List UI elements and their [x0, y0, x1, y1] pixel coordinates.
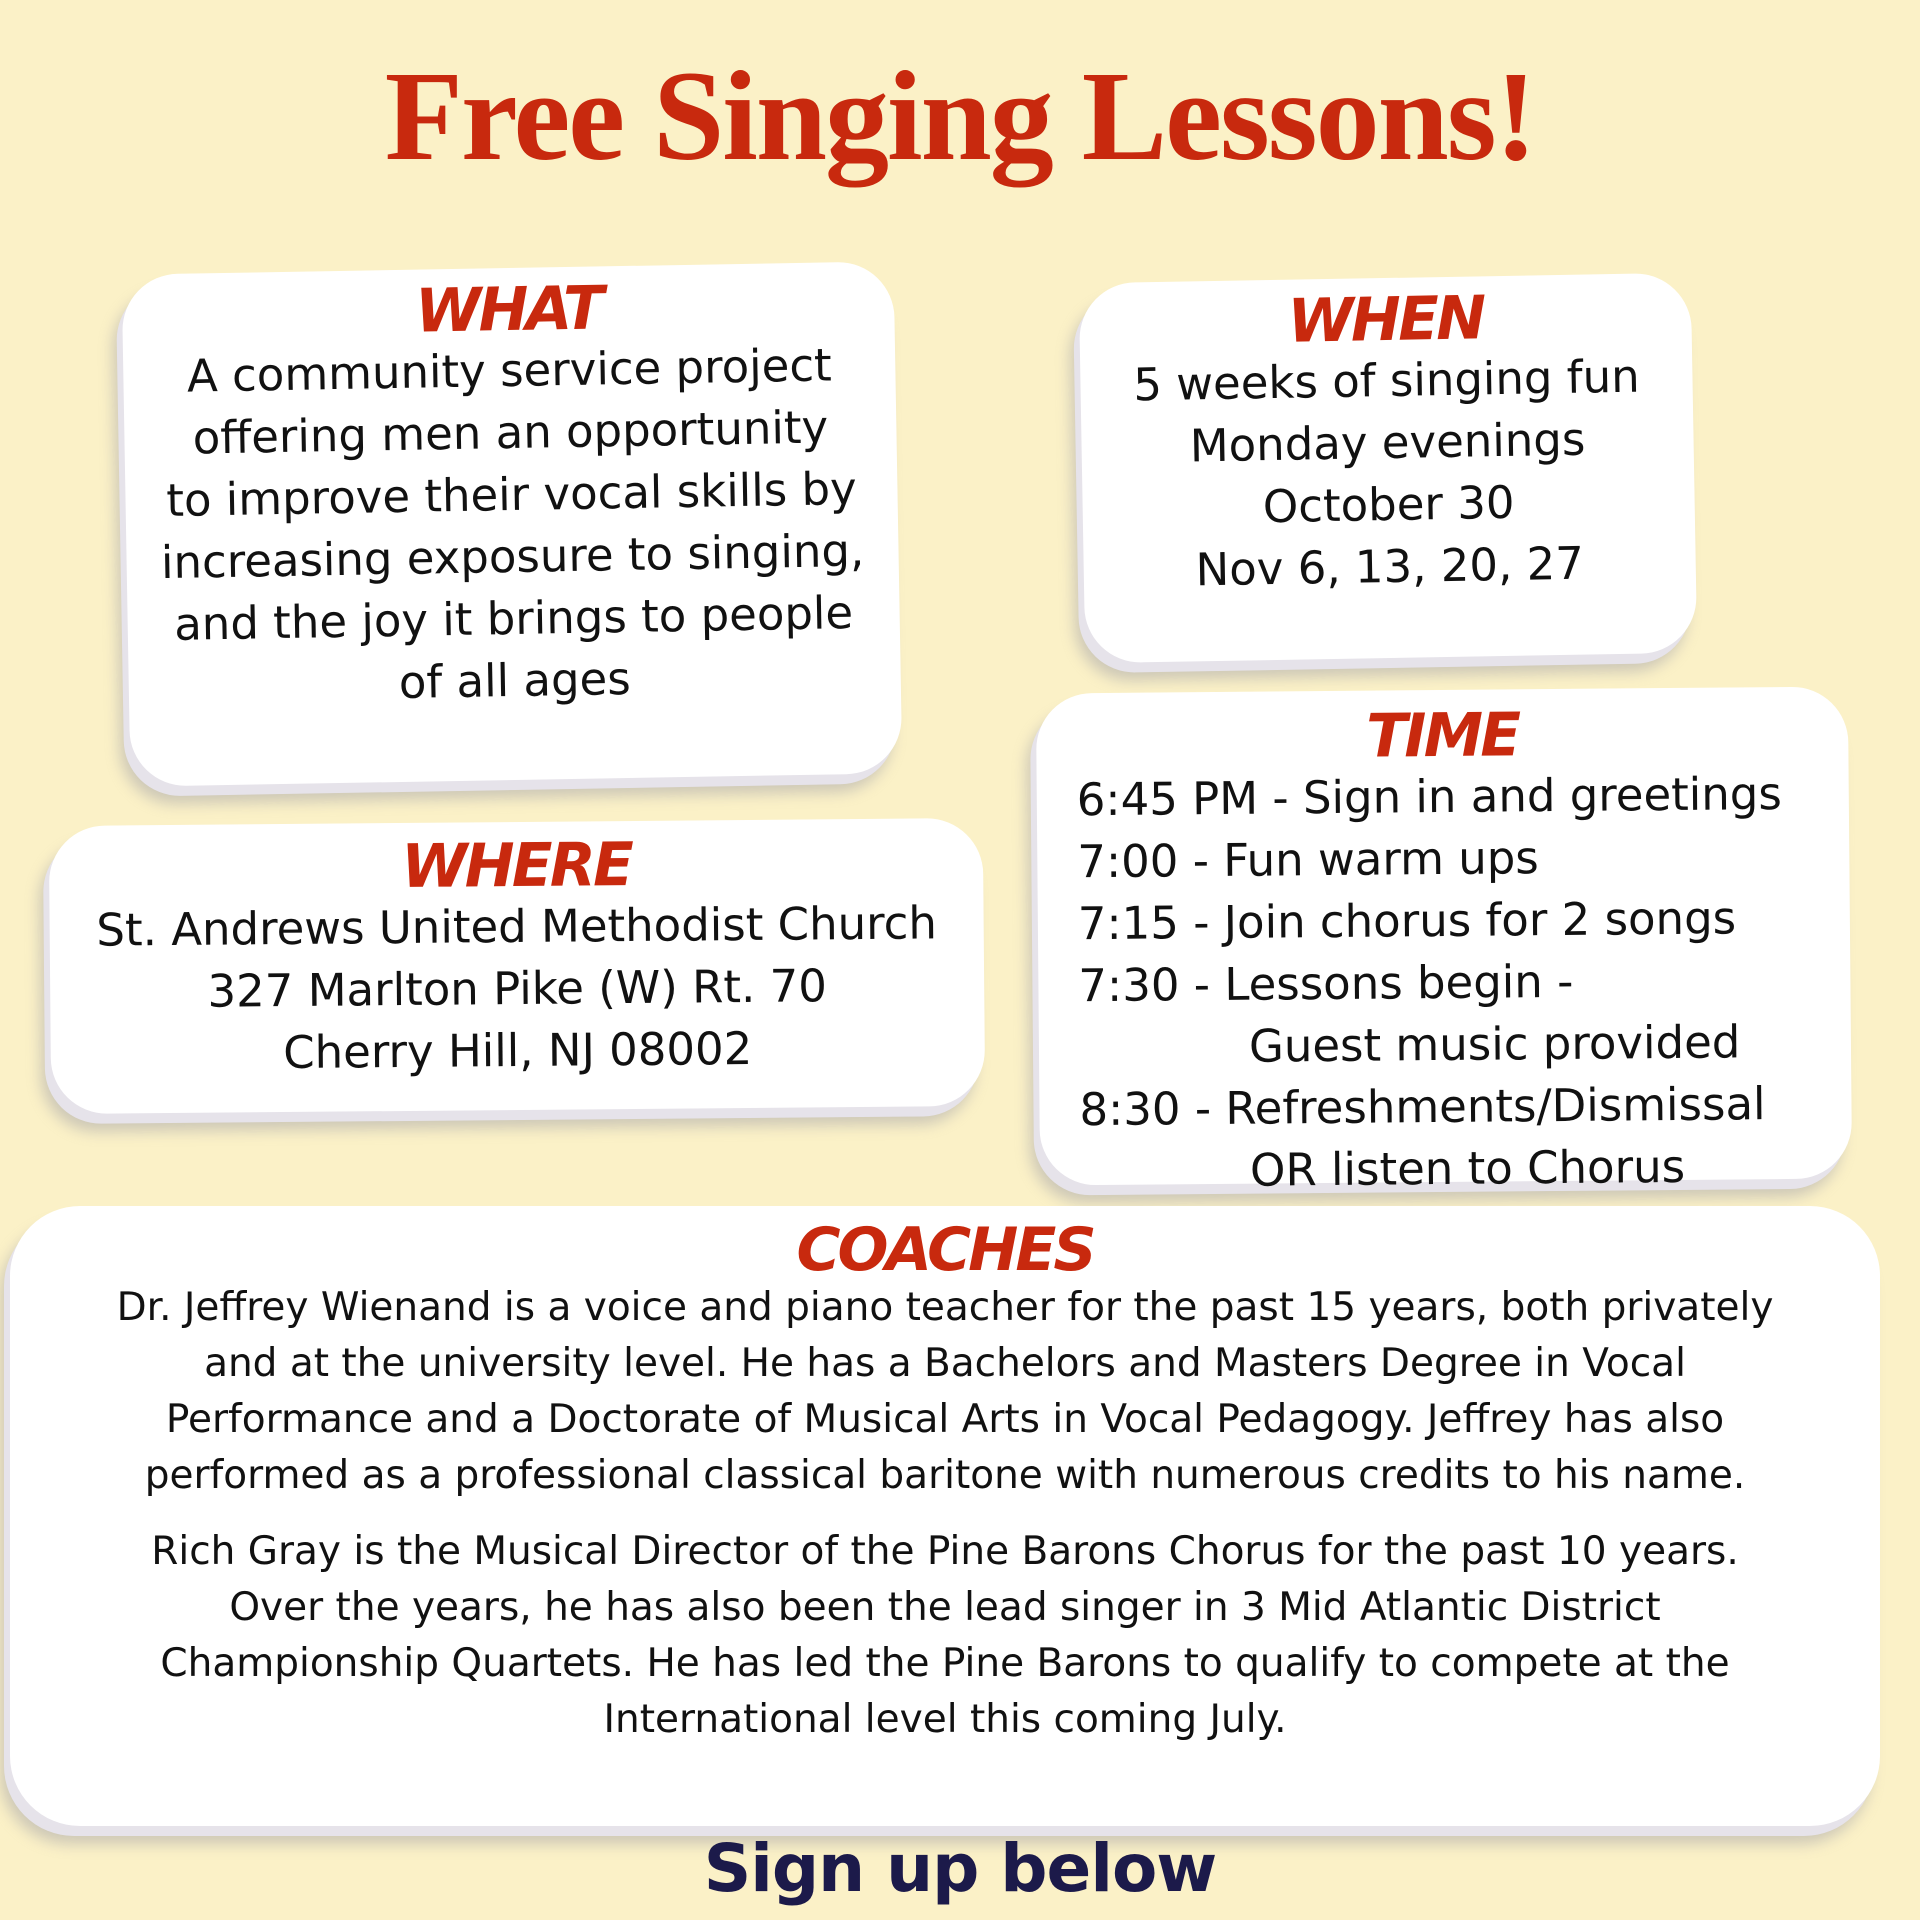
what-line: of all ages — [398, 651, 632, 709]
what-line: to improve their vocal skills by — [165, 461, 858, 528]
schedule-line: 8:30 - Refreshments/Dismissal — [1079, 1077, 1766, 1137]
what-line: and the joy it brings to people — [173, 586, 854, 651]
schedule-line: 7:15 - Join chorus for 2 songs — [1077, 891, 1737, 951]
coaches-card — [10, 1206, 1880, 1826]
where-heading: WHERE — [401, 830, 632, 903]
coach-bio-line: Dr. Jeffrey Wienand is a voice and piano teacher for the past 15 years, both privately — [116, 1285, 1774, 1330]
where-line: St. Andrews United Methodist Church — [96, 896, 938, 957]
schedule-line: 7:30 - Lessons begin - — [1078, 954, 1574, 1013]
when-line: 5 weeks of singing fun — [1132, 349, 1641, 412]
schedule-line: 6:45 PM - Sign in and greetings — [1076, 767, 1783, 827]
time-heading: TIME — [1365, 700, 1519, 772]
coach-bio-line: performed as a professional classical baritone with numerous credits to his name. — [144, 1453, 1746, 1498]
where-line: 327 Marlton Pike (W) Rt. 70 — [207, 959, 828, 1018]
when-line: Nov 6, 13, 20, 27 — [1195, 536, 1585, 597]
coach-bio-gray — [10, 1524, 1880, 1748]
what-line: A community service project — [186, 338, 833, 403]
coach-bio-wienand — [10, 1280, 1880, 1504]
coach-bio-line: and at the university level. He has a Bachelors and Masters Degree in Vocal — [204, 1341, 1686, 1386]
schedule-line: 7:00 - Fun warm ups — [1077, 831, 1539, 889]
coaches-heading: COACHES — [796, 1215, 1094, 1285]
when-line: Monday evenings — [1189, 412, 1586, 473]
signup-prompt: Sign up below — [703, 1830, 1217, 1907]
when-card — [1079, 273, 1698, 664]
when-line: October 30 — [1262, 475, 1515, 534]
what-line: offering men an opportunity — [192, 400, 829, 465]
coach-bio-line: International level this coming July. — [603, 1697, 1287, 1742]
when-heading: WHEN — [1287, 283, 1484, 357]
what-line: increasing exposure to singing, — [160, 523, 865, 590]
coach-bio-line: Championship Quartets. He has led the Pine Barons to qualify to compete at the — [160, 1641, 1730, 1686]
page-title: Free Singing Lessons! — [384, 45, 1536, 187]
where-line: Cherry Hill, NJ 08002 — [282, 1021, 753, 1080]
what-card — [122, 261, 903, 786]
where-card — [49, 818, 985, 1114]
what-heading: WHAT — [414, 273, 602, 347]
time-card — [1036, 686, 1852, 1197]
coach-bio-line: Over the years, he has also been the lead singer in 3 Mid Atlantic District — [229, 1585, 1661, 1630]
coach-bio-line: Rich Gray is the Musical Director of the Pine Barons Chorus for the past 10 years. — [151, 1529, 1739, 1574]
schedule-line: OR listen to Chorus — [1249, 1139, 1686, 1197]
coach-bio-line: Performance and a Doctorate of Musical Arts in Vocal Pedagogy. Jeffrey has also — [165, 1397, 1725, 1442]
schedule-line: Guest music provided — [1248, 1015, 1741, 1073]
